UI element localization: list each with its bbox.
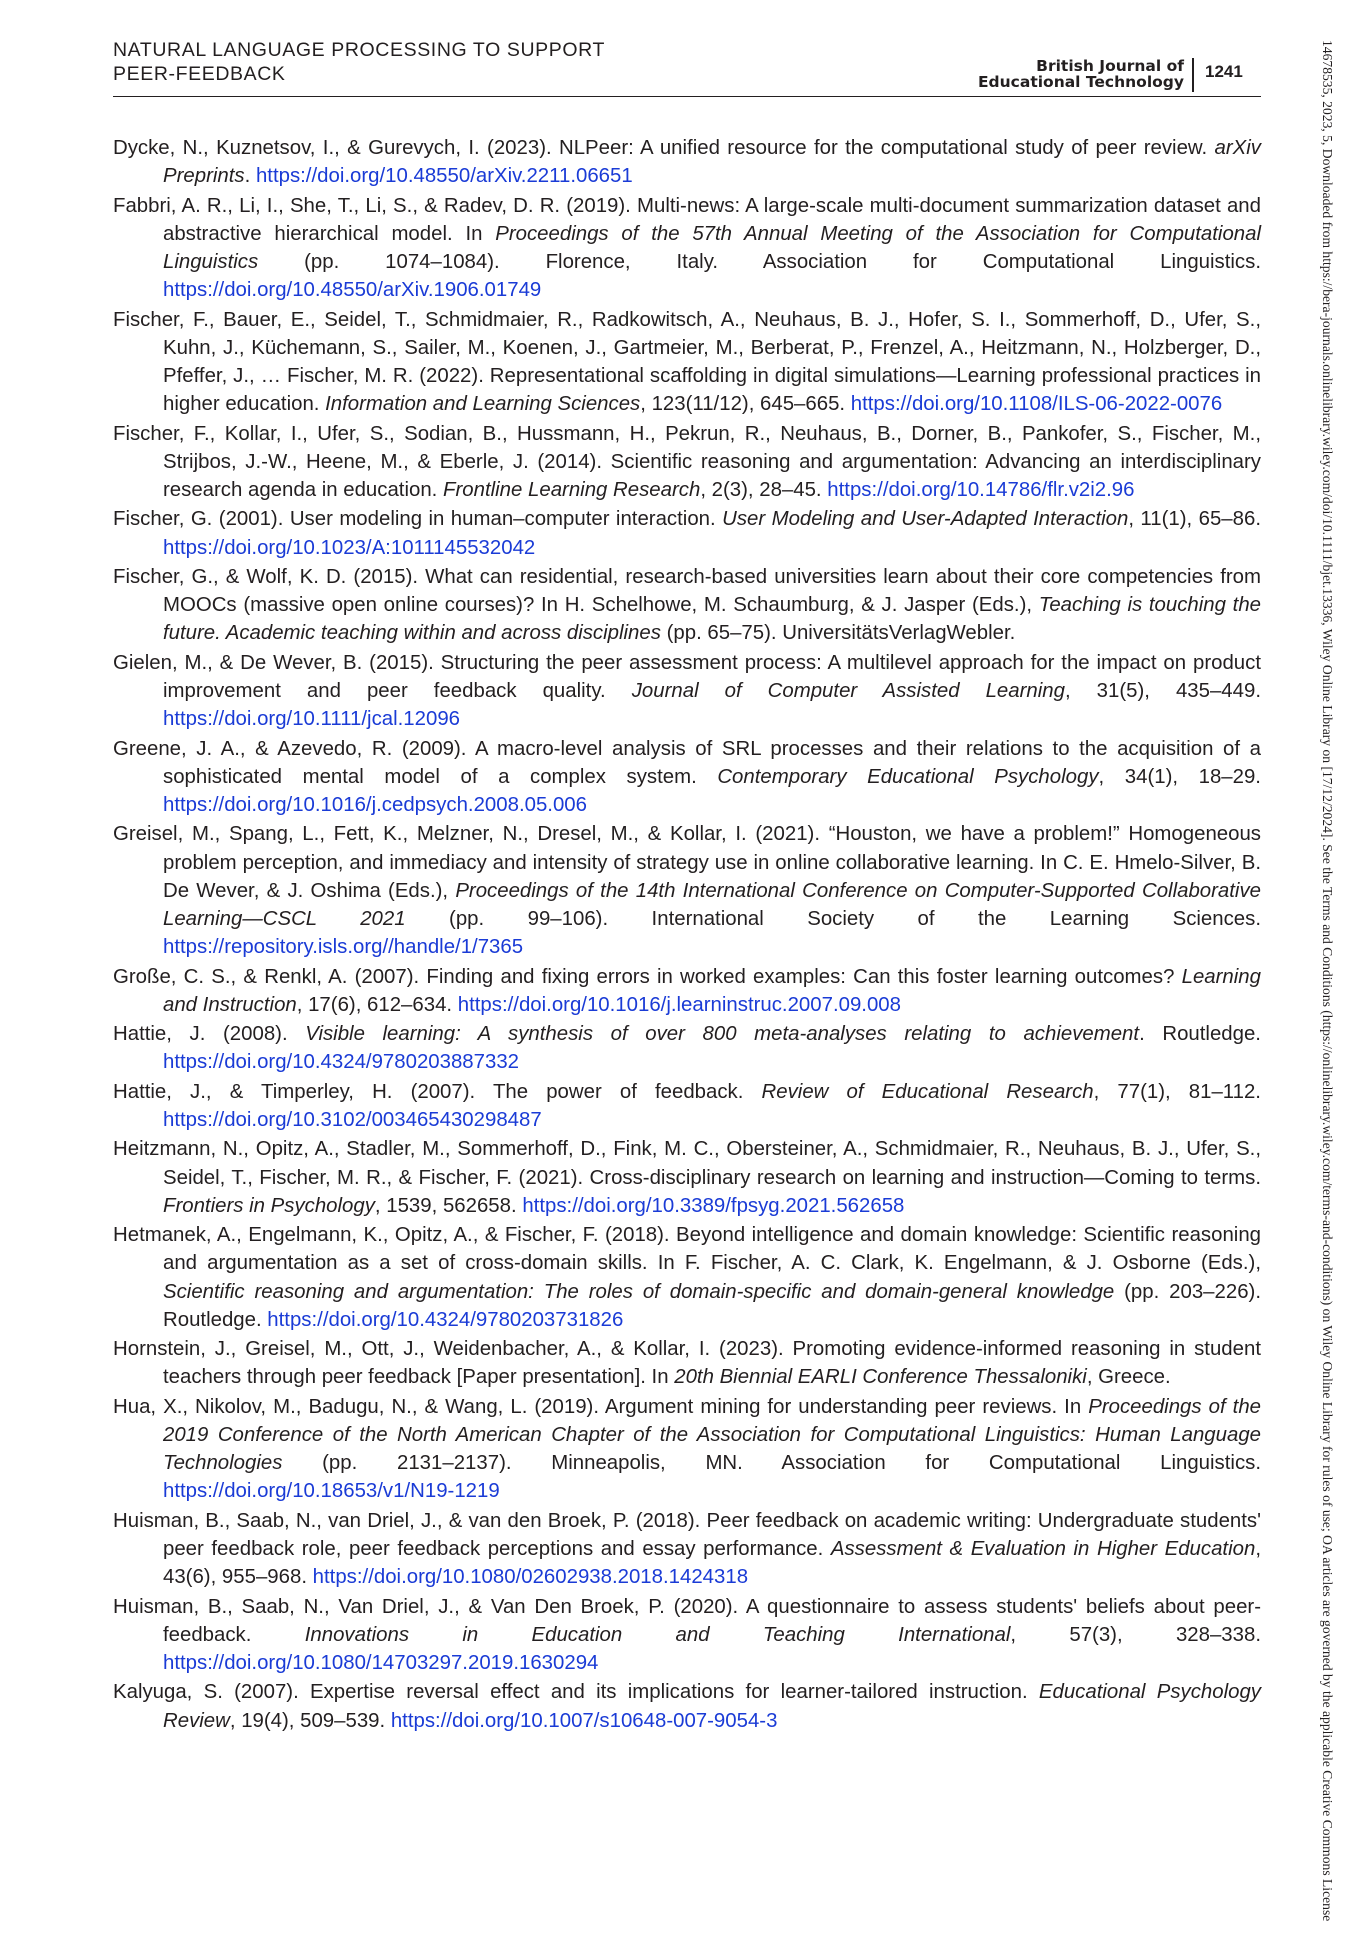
reference-text: Fischer, G., & Wolf, K. D. (2015). What can residential, research-based universities learn about their core competencies from MOOCs (massive open online courses)? In H. Schelhowe, M. Schaumburg, & J. Jasper (Eds.), [113,565,1261,617]
doi-link[interactable]: https://doi.org/10.1007/s10648-007-9054-3 [390,1709,778,1732]
reference-entry [113,420,1261,505]
reference-text: Fischer, F., Bauer, E., Seidel, T., Schmidmaier, R., Radkowitsch, A., Neuhaus, B. J., Hofer, S. I., Sommerhoff, D., Ufer, S., Kuhn, J., Küchemann, S., Sailer, M., Koenen, J., Gartmeier, M., Berberat, P., Frenzel, A., Heitzmann, N., Holzberger, D., Pfeffer, J., … Fischer, M. R. (2022). Representational scaffolding in digital simulations—Learning professional practices in higher education. [113,308,1261,416]
reference-text: Große, C. S., & Renkl, A. (2007). Finding and fixing errors in worked examples: Can this foster learning outcomes? [113,965,1182,988]
reference-venue: arXiv Preprints [163,137,1261,188]
reference-text: Huisman, B., Saab, N., van Driel, J., & van den Broek, P. (2018). Peer feedback on academic writing: Undergraduate students' peer feedback role, peer feedback perceptions and essay performance. [113,1509,1261,1560]
reference-text: Fabbri, A. R., Li, I., She, T., Li, S., & Radev, D. R. (2019). Multi-news: A large-scale multi-document summarization dataset and abstractive hierarchical model. In [113,194,1261,245]
doi-link[interactable]: https://doi.org/10.4324/9780203731826 [267,1308,624,1331]
reference-details: (pp. 2131–2137). Minneapolis, MN. Association for Computational Linguistics. [282,1452,1261,1475]
reference-entry [113,963,1261,1019]
reference-details: (pp. 1074–1084). Florence, Italy. Association for Computational Linguistics. [258,251,1261,273]
doi-link[interactable]: https://doi.org/10.18653/v1/N19-1219 [163,1480,500,1503]
reference-entry [113,649,1261,734]
reference-venue: Review of Educational Research [761,1080,1094,1103]
doi-link[interactable]: https://doi.org/10.1111/jcal.12096 [163,708,461,731]
reference-entry [113,1678,1261,1734]
doi-link[interactable]: https://doi.org/10.1016/j.cedpsych.2008.05.006 [163,793,587,816]
download-notice [1318,40,1336,1920]
reference-text: Fischer, F., Kollar, I., Ufer, S., Sodian, B., Hussmann, H., Pekrun, R., Neuhaus, B., Dorner, B., Pankofer, S., Fischer, M., Strijbos, J.-W., Heene, M., & Eberle, J. (2014). Scientific reasoning and argumentation: Advancing an interdisciplinary research agenda in education. [113,422,1261,501]
reference-venue: Contemporary Educational Psychology [717,765,1099,788]
reference-venue: Assessment & Evaluation in Higher Education [830,1537,1256,1560]
reference-entry [113,1221,1261,1334]
reference-text: Kalyuga, S. (2007). Expertise reversal effect and its implications for learner-tailored instruction. [113,1681,1039,1704]
reference-venue: Information and Learning Sciences [325,393,641,416]
reference-list [113,134,1261,1736]
reference-details: . [244,165,256,188]
reference-venue: Journal of Computer Assisted Learning [631,679,1065,702]
doi-link[interactable]: https://doi.org/10.1080/02602938.2018.1424318 [312,1566,749,1589]
reference-venue: Proceedings of the 2019 Conference of the North American Chapter of the Association for Computational Linguistics: Human Language Technologies [163,1395,1261,1475]
download-notice-text: 14678535, 2023, 5, Downloaded from https://bera-journals.onlinelibrary.wiley.com/doi/10.1111/bjet.13336, Wiley Online Library on [17/12/2024]. See the Terms and Conditions (https://onlinelibrary.wiley.com/terms-and-conditions) on Wiley Online Library for rules of use; OA articles are governed by the applicable Creative Commons License [1320,40,1335,1922]
reference-details: , 19(4), 509–539. [229,1709,391,1732]
doi-link[interactable]: https://doi.org/10.48550/arXiv.1906.01749 [163,279,542,302]
reference-details: , 77(1), 81–112. [1093,1080,1261,1103]
reference-venue: Learning and Instruction [163,965,1261,1016]
reference-text: Fischer, G. (2001). User modeling in human–computer interaction. [113,508,723,531]
doi-link[interactable]: https://doi.org/10.14786/flr.v2i2.96 [827,479,1135,501]
reference-entry [113,192,1261,305]
doi-link[interactable]: https://doi.org/10.1080/14703297.2019.1630294 [163,1651,599,1674]
reference-entry [113,1135,1261,1220]
reference-details: , 2(3), 28–45. [700,479,828,501]
reference-venue: Innovations in Education and Teaching International [304,1623,1011,1646]
reference-text: Huisman, B., Saab, N., Van Driel, J., & Van Den Broek, P. (2020). A questionnaire to assess students' beliefs about peer-feedback. [113,1595,1261,1646]
reference-entry [113,1335,1261,1391]
running-head [113,38,605,86]
header-rule [113,96,1261,97]
reference-text: Hattie, J. (2008). [113,1023,306,1046]
reference-text: Hattie, J., & Timperley, H. (2007). The power of feedback. [113,1080,762,1103]
doi-link[interactable]: https://doi.org/10.48550/arXiv.2211.06651 [255,165,633,188]
reference-entry [113,306,1261,419]
journal-name-line-2: Educational Technology [977,73,1184,91]
reference-venue: User Modeling and User-Adapted Interaction [722,508,1129,531]
reference-venue: Scientific reasoning and argumentation: The roles of domain-specific and domain-general knowledge [163,1280,1115,1303]
doi-link[interactable]: https://repository.isls.org//handle/1/7365 [163,936,524,959]
reference-entry [113,1078,1261,1134]
doi-link[interactable]: https://doi.org/10.4324/9780203887332 [163,1051,520,1074]
journal-name-line-1: British Journal of [1036,57,1184,75]
reference-venue: Frontline Learning Research [443,479,701,501]
reference-entry [113,505,1261,561]
reference-venue: Frontiers in Psychology [163,1194,375,1217]
reference-entry [113,134,1261,190]
running-title-line-2: PEER-FEEDBACK [113,63,286,85]
reference-entry [113,1020,1261,1076]
doi-link[interactable]: https://doi.org/10.3102/003465430298487 [163,1108,542,1131]
reference-details: . Routledge. [1139,1023,1261,1046]
reference-details: (pp. 65–75). UniversitätsVerlagWebler. [660,622,1016,645]
reference-venue: Proceedings of the 57th Annual Meeting of the Association for Computational Linguistics [163,222,1261,273]
reference-details: , 57(3), 328–338. [1010,1623,1261,1646]
reference-venue: 20th Biennial EARLI Conference Thessaloniki [674,1366,1087,1389]
reference-details: , Greece. [1086,1366,1171,1389]
reference-details: , 123(11/12), 645–665. [640,393,851,416]
reference-text: Hua, X., Nikolov, M., Badugu, N., & Wang, L. (2019). Argument mining for understanding peer reviews. In [113,1395,1089,1418]
reference-text: Dycke, N., Kuznetsov, I., & Gurevych, I. (2023). NLPeer: A unified resource for the computational study of peer review. [113,137,1215,159]
reference-details: (pp. 99–106). International Society of the Learning Sciences. [405,907,1261,930]
header-divider [1192,58,1194,92]
running-title-line-1: NATURAL LANGUAGE PROCESSING TO SUPPORT [113,39,605,61]
reference-text: Greene, J. A., & Azevedo, R. (2009). A macro-level analysis of SRL processes and their relations to the acquisition of a sophisticated mental model of a complex system. [113,737,1261,788]
reference-text: Hetmanek, A., Engelmann, K., Opitz, A., & Fischer, F. (2018). Beyond intelligence and domain knowledge: Scientific reasoning and argumentation as a set of cross-domain skills. In F. Fischer, A. C. Clark, K. Engelmann, & J. Osborne (Eds.), [113,1224,1261,1275]
doi-link[interactable]: https://doi.org/10.3389/fpsyg.2021.562658 [522,1194,905,1217]
reference-details: , 1539, 562658. [374,1194,523,1217]
reference-text: Greisel, M., Spang, L., Fett, K., Melzner, N., Dresel, M., & Kollar, I. (2021). “Houston, we have a problem!” Homogeneous problem perception, and immediacy and intensity of strategy use in online collaborative learning. In C. E. Hmelo-Silver, B. De Wever, & J. Oshima (Eds.), [113,823,1261,902]
reference-details: , 43(6), 955–968. [163,1537,1261,1589]
reference-text: Hornstein, J., Greisel, M., Ott, J., Weidenbacher, A., & Kollar, I. (2023). Promoting evidence-informed reasoning in student teachers through peer feedback [Paper presentation]. In [113,1338,1261,1389]
reference-entry [113,563,1261,648]
reference-details: , 31(5), 435–449. [1064,679,1261,702]
reference-text: Gielen, M., & De Wever, B. (2015). Structuring the peer assessment process: A multilevel approach for the impact on product improvement and peer feedback quality. [113,651,1261,702]
reference-venue: Visible learning: A synthesis of over 800 meta-analyses relating to achievement [305,1023,1140,1046]
reference-entry [113,1507,1261,1592]
reference-entry [113,1593,1261,1678]
reference-details: , 17(6), 612–634. [296,993,458,1016]
page-number: 1241 [1205,62,1243,81]
reference-entry [113,820,1261,961]
doi-link[interactable]: https://doi.org/10.1108/ILS-06-2022-0076 [850,393,1223,416]
reference-details: , 11(1), 65–86. [1128,508,1261,531]
reference-entry [113,1393,1261,1506]
reference-venue: Teaching is touching the future. Academic teaching within and across disciplines [163,594,1261,645]
reference-details: (pp. 203–226). Routledge. [163,1280,1261,1331]
journal-logo [944,58,1184,90]
reference-entry [113,735,1261,820]
reference-text: Heitzmann, N., Opitz, A., Stadler, M., Sommerhoff, D., Fink, M. C., Obersteiner, A., Schmidmaier, R., Neuhaus, B. J., Ufer, S., Seidel, T., Fischer, M. R., & Fischer, F. (2021). Cross-disciplinary research on learning and instruction—Coming to terms. [113,1138,1261,1189]
reference-venue: Proceedings of the 14th International Conference on Computer-Supported Collaborative Learning—CSCL 2021 [163,879,1261,930]
doi-link[interactable]: https://doi.org/10.1016/j.learninstruc.2007.09.008 [457,993,901,1016]
reference-venue: Educational Psychology Review [163,1681,1261,1732]
doi-link[interactable]: https://doi.org/10.1023/A:1011145532042 [163,536,536,559]
reference-details: , 34(1), 18–29. [1098,765,1261,788]
